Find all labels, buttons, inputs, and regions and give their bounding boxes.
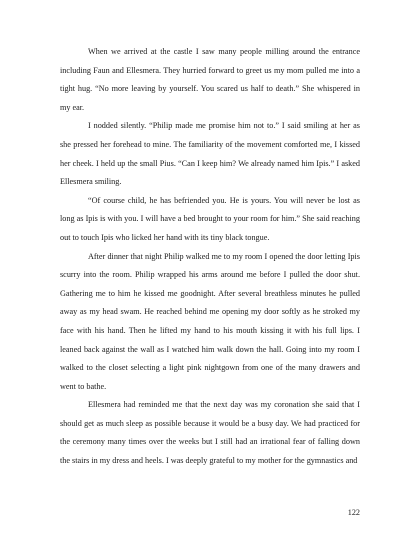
page-number: 122: [347, 508, 360, 517]
paragraph: Ellesmera had reminded me that the next day was my coronation she said that I should get as much sleep as possible because it would be a busy day. We had practiced for the ceremony many times over the weeks but I still had an irrational fear of falling down the stairs in my dress and heels. I was deeply grateful to my mother for the gymnastics and: [60, 400, 360, 466]
body-text: [60, 43, 360, 471]
paragraph: I nodded silently. “Philip made me promise him not to.” I said smiling at her as she pressed her forehead to mine. The familiarity of the movement comforted me, I kissed her cheek. I held up the small Pius. “Can I keep him? We already named him Ipis.” I asked Ellesmera smiling.: [60, 121, 360, 187]
paragraph: When we arrived at the castle I saw many people milling around the entrance including Faun and Ellesmera. They hurried forward to greet us my mom pulled me into a tight hug. “No more leaving by yourself. You scared us half to death.” She whispered in my ear.: [60, 47, 360, 112]
paragraph: After dinner that night Philip walked me to my room I opened the door letting Ipis scurry into the room. Philip wrapped his arms around me before I pulled the door shut. Gathering me to him he kissed me goodnight. After several breathless minutes he pulled away as my head swam. He reached behind me opening my door softly as he stroked my face with his hand. Then he lifted my hand to his mouth kissing it with his full lips. I leaned back against the wall as I watched him walk down the hall. Going into my room I walked to the closet selecting a light pink nightgown from one of the many drawers and went to bathe.: [60, 251, 360, 391]
paragraph: “Of course child, he has befriended you. He is yours. You will never be lost as long as Ipis is with you. I will have a bed brought to your room for him.” She said reaching out to touch Ipis who licked her hand with its tiny black tongue.: [60, 195, 360, 242]
